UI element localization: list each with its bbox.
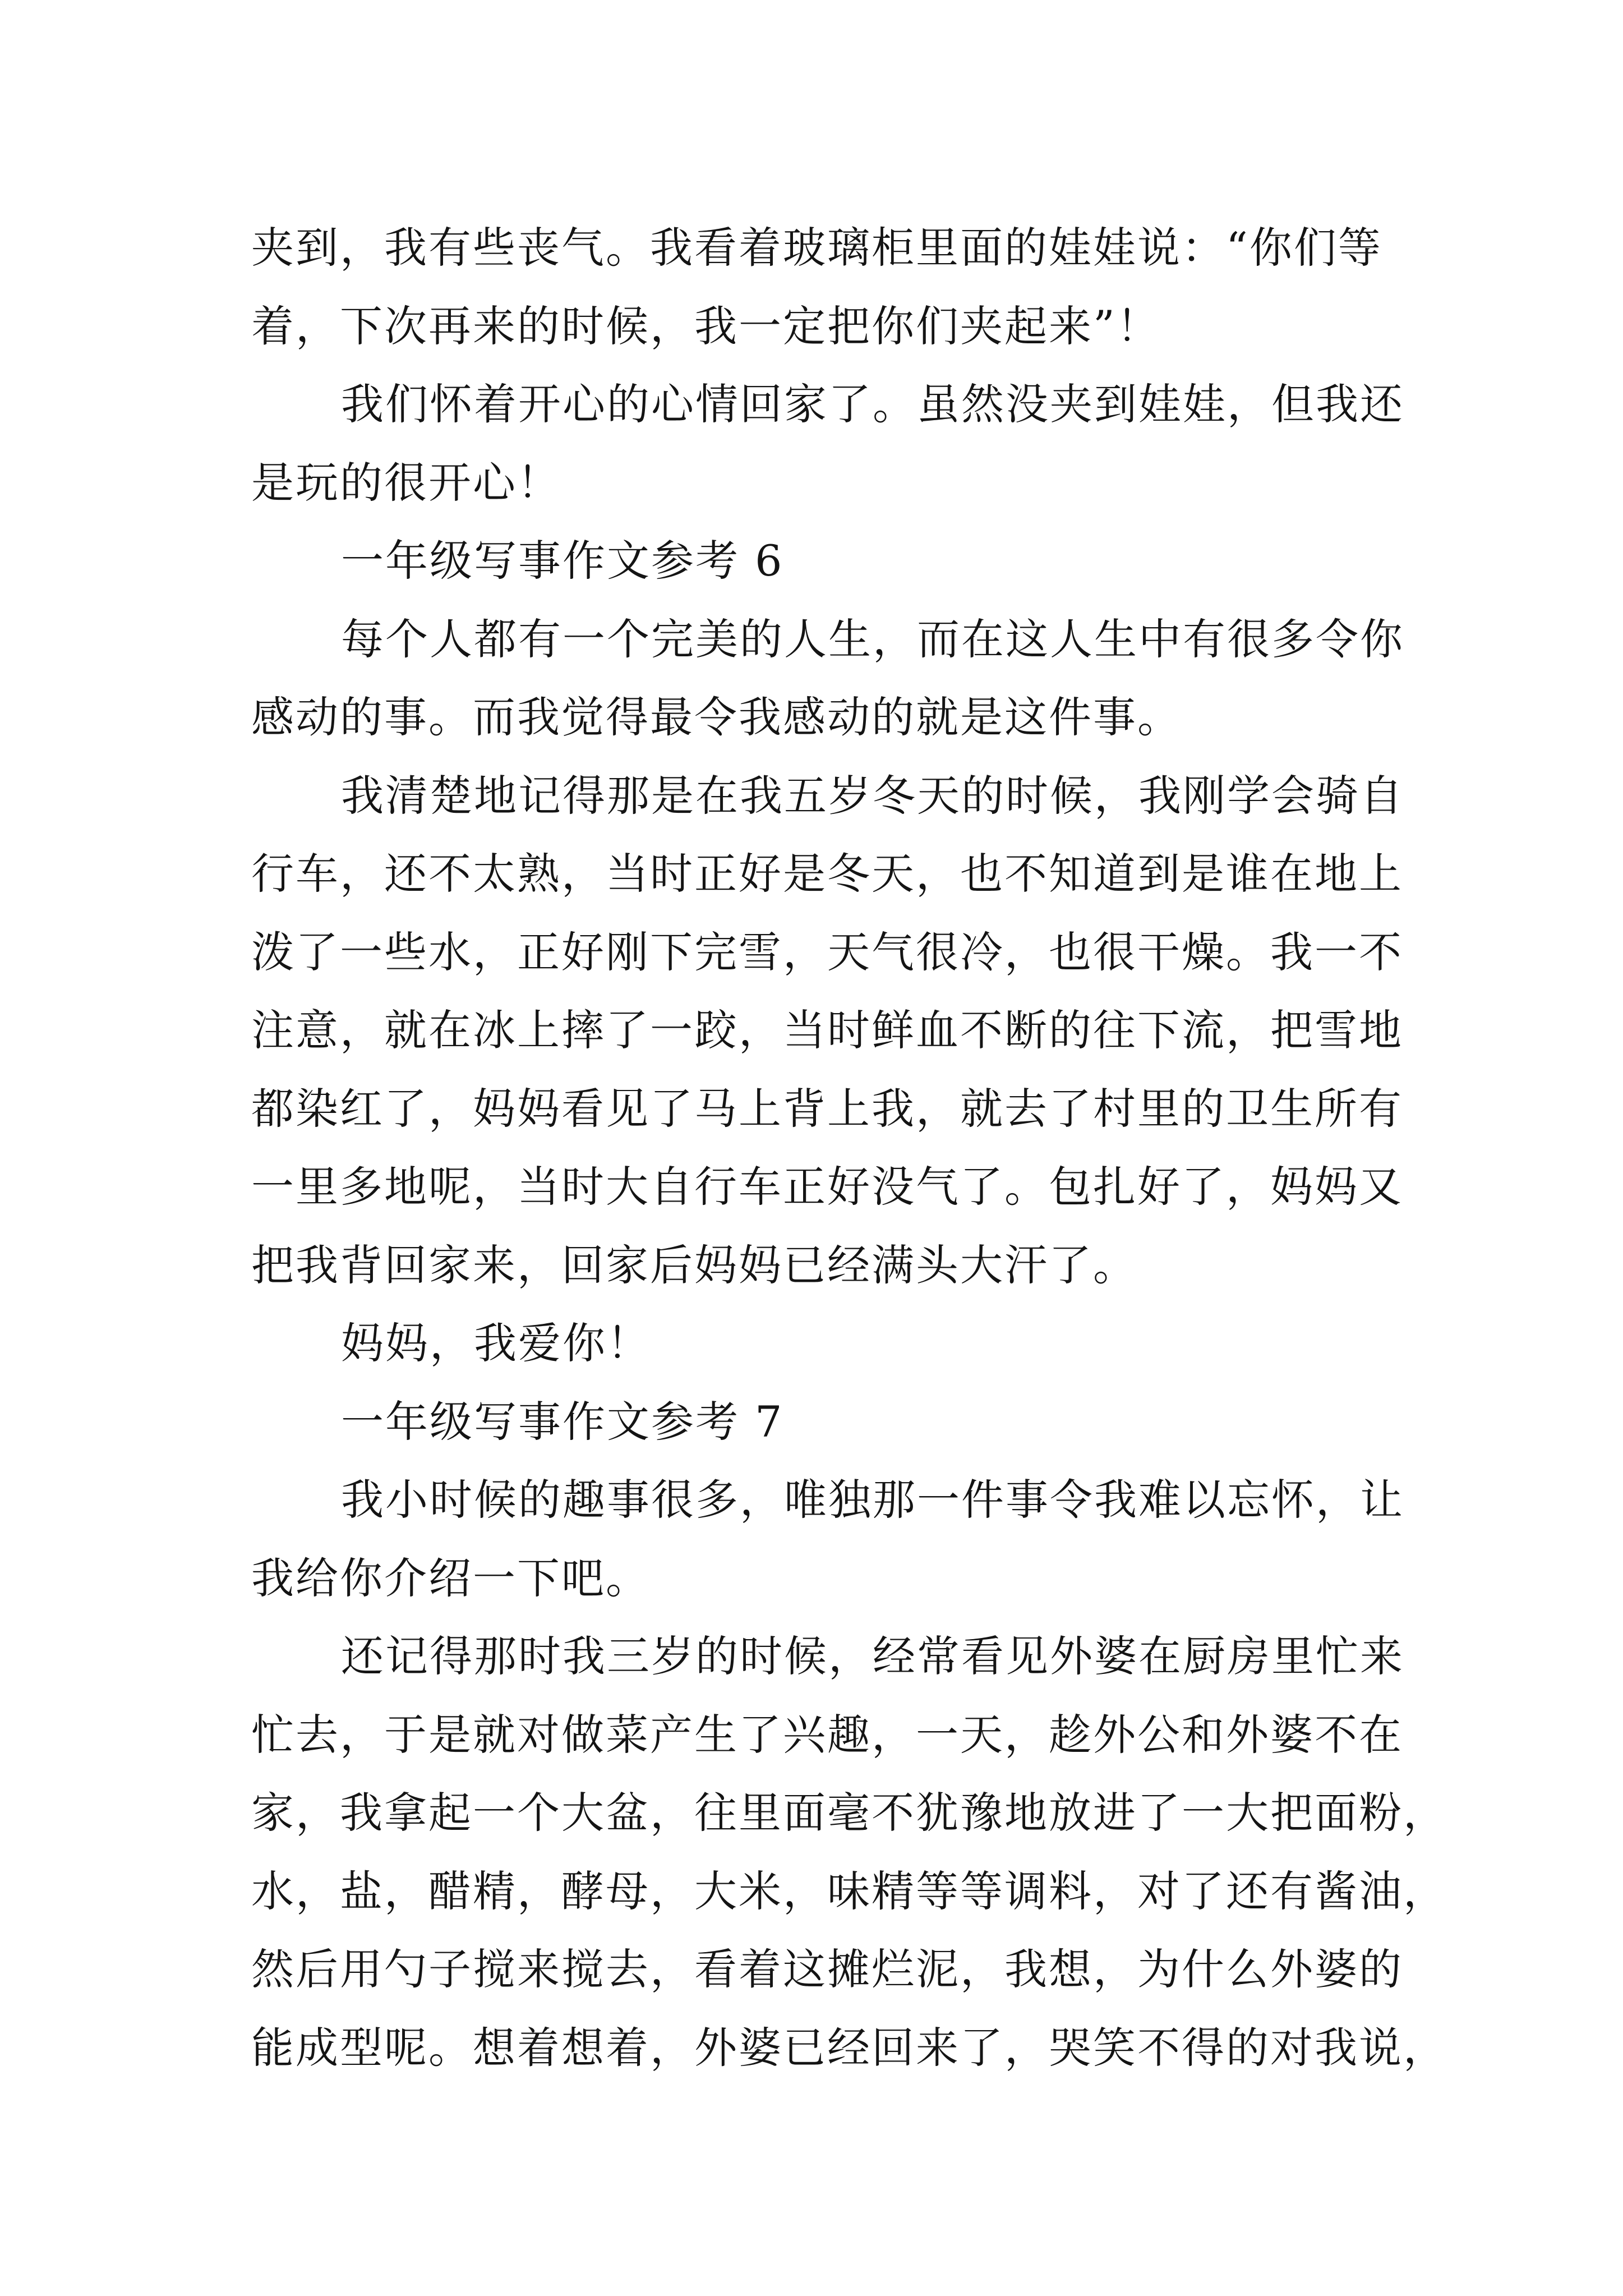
text-line: 泼了一些水，正好刚下完雪，天气很冷，也很干燥。我一不	[251, 927, 1403, 977]
text-line: 一年级写事作文参考 7	[341, 1396, 784, 1447]
text-line: 家，我拿起一个大盆，往里面毫不犹豫地放进了一大把面粉，	[251, 1788, 1447, 1838]
text-line: 行车，还不太熟，当时正好是冬天，也不知道到是谁在地上	[251, 849, 1403, 899]
text-line: 能成型呢。想着想着，外婆已经回来了，哭笑不得的对我说，	[251, 2022, 1447, 2073]
text-line: 每个人都有一个完美的人生，而在这人生中有很多令你	[341, 614, 1404, 664]
text-line: 我小时候的趣事很多，唯独那一件事令我难以忘怀，让	[341, 1475, 1404, 1525]
text-line: 水，盐，醋精，酵母，大米，味精等等调料，对了还有酱油，	[251, 1866, 1447, 1916]
text-line: 是玩的很开心！	[251, 457, 561, 508]
text-line: 还记得那时我三岁的时候，经常看见外婆在厨房里忙来	[341, 1631, 1404, 1681]
text-line: 夹到，我有些丧气。我看着玻璃柜里面的娃娃说：“你们等	[251, 223, 1382, 273]
text-line: 着，下次再来的时候，我一定把你们夹起来”！	[251, 301, 1161, 351]
text-line: 把我背回家来，回家后妈妈已经满头大汗了。	[251, 1240, 1137, 1290]
text-line: 然后用勺子搅来搅去，看着这摊烂泥，我想，为什么外婆的	[251, 1944, 1403, 1994]
essay-text	[251, 209, 1447, 2087]
text-line: 感动的事。而我觉得最令我感动的就是这件事。	[251, 692, 1182, 742]
text-line: 注意，就在冰上摔了一跤，当时鲜血不断的往下流，把雪地	[251, 1005, 1403, 1055]
text-line: 一里多地呢，当时大自行车正好没气了。包扎好了，妈妈又	[251, 1162, 1403, 1212]
text-line: 都染红了，妈妈看见了马上背上我，就去了村里的卫生所有	[251, 1083, 1403, 1134]
text-line: 我们怀着开心的心情回家了。虽然没夹到娃娃，但我还	[341, 379, 1404, 429]
text-line: 妈妈，我爱你！	[341, 1318, 651, 1368]
text-line: 我清楚地记得那是在我五岁冬天的时候，我刚学会骑自	[341, 770, 1404, 821]
text-line: 我给你介绍一下吧。	[251, 1553, 650, 1603]
text-line: 一年级写事作文参考 6	[341, 536, 784, 586]
text-line: 忙去，于是就对做菜产生了兴趣，一天，趁外公和外婆不在	[251, 1709, 1403, 1760]
